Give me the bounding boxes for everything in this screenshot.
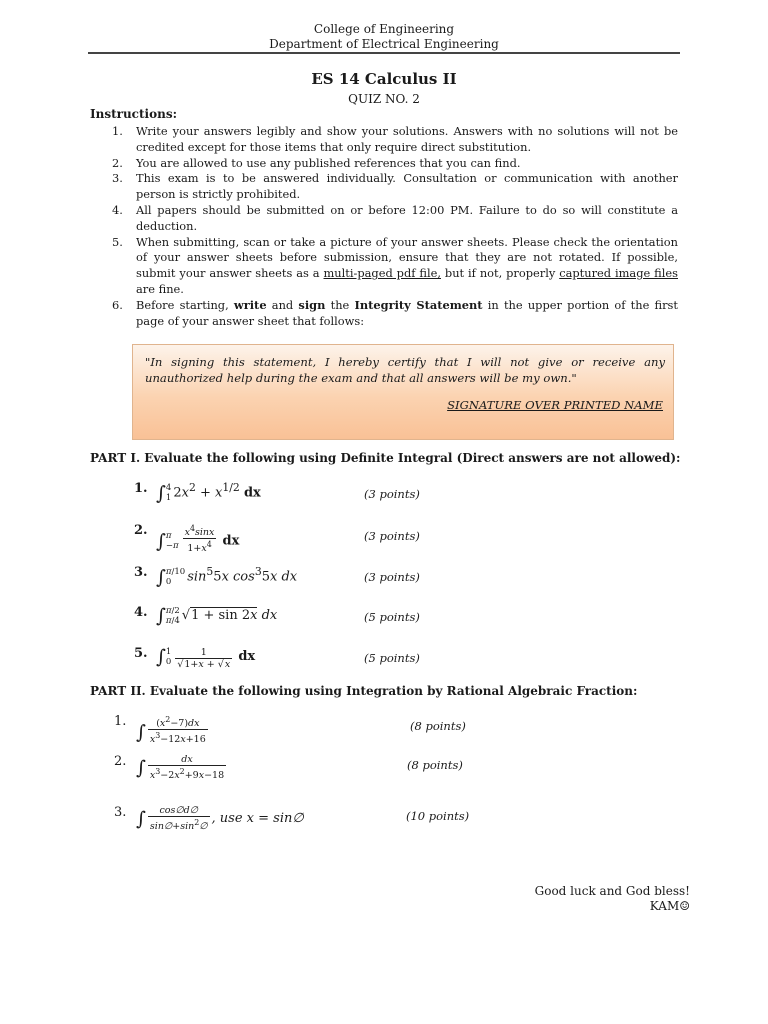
substitution-note: , use x = sin∅ xyxy=(211,811,304,827)
quiz-subtitle: QUIZ NO. 2 xyxy=(348,92,420,106)
integral-expression: ∫ 1 0 $\frac{1}{√1+x + √x}$ dx xyxy=(156,646,256,670)
integrity-statement-box xyxy=(132,344,674,440)
points-label: (5 points) xyxy=(364,610,420,624)
pdf-file-text: multi-paged pdf file, xyxy=(323,266,441,281)
instruction-item: 6. Before starting, write and sign the Integrity Statement in the upper portion of the first page of your answer sheet that follows: xyxy=(112,297,678,328)
part1-heading: PART I. Evaluate the following using Definite Integral (Direct answers are not allowed): xyxy=(90,451,681,465)
integral-expression: ∫ $\frac{(x^2-7)dx}{x^3-12x+16}$ xyxy=(136,715,206,746)
instructions-list xyxy=(112,124,678,329)
integral-expression: ∫ π/10 0 $\sin^55x$ $\cos^35x$ dx xyxy=(156,565,298,589)
instructions-heading: Instructions: xyxy=(90,107,178,121)
part2-heading: PART II. Evaluate the following using Integration by Rational Algebraic Fraction: xyxy=(90,684,638,698)
integral-expression: ∫ π −π $\frac{x^4\sin x}{1+x^4}$ dx xyxy=(156,524,240,555)
closing-line: Good luck and God bless! xyxy=(534,884,690,898)
instruction-item: 1. Write your answers legibly and show your solutions. Answers with no solutions will not be credited except for those items that only require direct substitution. xyxy=(112,124,678,154)
instruction-item: 5. When submitting, scan or take a picture of your answer sheets. Please check the orientation of your answer sheets before submission, ensure that they are not rotated. If possible, submit your answer sheets as a multi-paged pdf file, but if not, properly captured image files are fine. xyxy=(112,234,678,296)
points-label: (3 points) xyxy=(364,529,420,543)
instruction-item: 2. You are allowed to use any published references that you can find. xyxy=(112,155,521,170)
points-label: (8 points) xyxy=(407,758,463,772)
department-name: Department of Electrical Engineering xyxy=(269,37,499,51)
page-header xyxy=(0,22,768,52)
integral-expression: ∫ $\frac{dx}{x^3-2x^2+9x-18}$ xyxy=(136,754,225,782)
quiz-title: ES 14 Calculus II xyxy=(311,70,457,88)
college-name: College of Engineering xyxy=(313,22,455,36)
integrity-quote: "In signing this statement, I hereby certify that I will not give or receive any unauthorized help during the exam and that all answers will be my own." xyxy=(145,355,665,385)
integral-expression: ∫ π/2 π/4 √1 + sin 2x dx xyxy=(156,605,278,627)
points-label: (3 points) xyxy=(364,487,420,501)
signature-line: SIGNATURE OVER PRINTED NAME xyxy=(447,398,663,412)
points-label: (5 points) xyxy=(364,651,420,665)
instruction-item: 4. All papers should be submitted on or before 12:00 PM. Failure to do so will constitute a deduction. xyxy=(112,202,678,233)
integral-expression: ∫ $\frac{\cos\emptyset d\emptyset}{\sin\emptyset+\sin^2\emptyset}$ , use x = sin∅ xyxy=(136,805,304,833)
integral-expression: ∫ 4 1 $2x^2 + x^{1/2}$ dx xyxy=(156,481,261,505)
author-initials: KAM☺ xyxy=(649,899,690,913)
instruction-item: 3. This exam is to be answered individually. Consultation or communication with another person is strictly prohibited. xyxy=(112,171,678,202)
points-label: (10 points) xyxy=(406,809,470,823)
image-files-text: captured image files xyxy=(559,266,678,281)
points-label: (8 points) xyxy=(410,719,466,733)
header-divider xyxy=(88,52,680,54)
closing-note xyxy=(535,884,690,914)
points-label: (3 points) xyxy=(364,570,420,584)
